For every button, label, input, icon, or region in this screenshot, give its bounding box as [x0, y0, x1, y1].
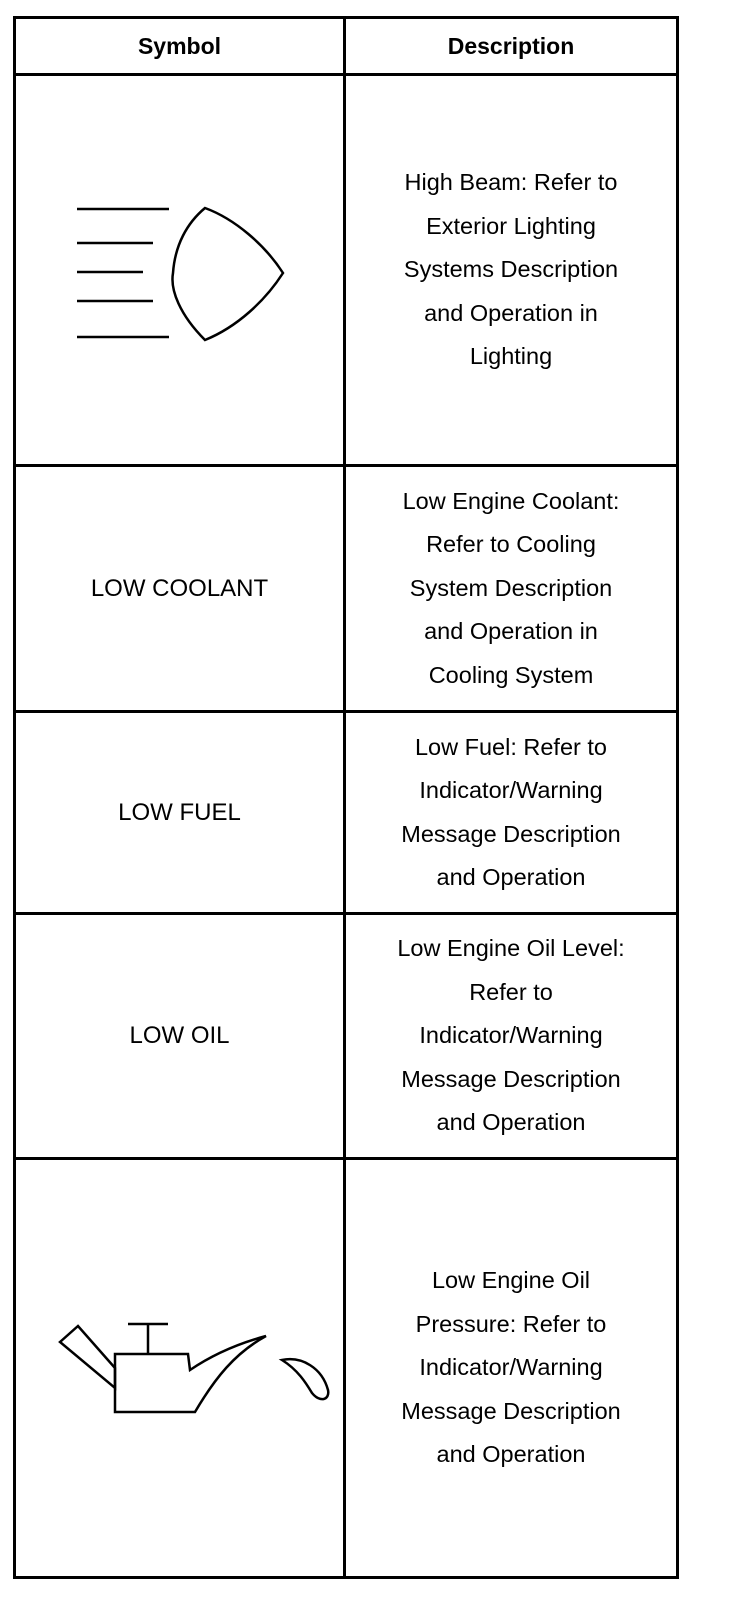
- header-description: Description: [447, 32, 575, 59]
- table-row-symbol: [16, 1160, 343, 1576]
- table-row-description: Low Fuel: Refer to Indicator/Warning Message Description and Operation: [401, 733, 621, 890]
- oil-can-icon: [30, 1308, 330, 1428]
- table-row-symbol: [16, 76, 343, 464]
- table-row-description: Low Engine Oil Pressure: Refer to Indicator/Warning Message Description and Operation: [401, 1267, 621, 1468]
- table-row-symbol: LOW COOLANT: [90, 574, 269, 602]
- table-row-description: Low Engine Oil Level: Refer to Indicator/Warning Message Description and Operation: [397, 935, 625, 1136]
- table-row-description: High Beam: Refer to Exterior Lighting Systems Description and Operation in Lighting: [403, 169, 619, 370]
- header-symbol: Symbol: [137, 32, 222, 59]
- table-border-right: [676, 16, 679, 1579]
- symbol-description-table: [13, 16, 679, 1579]
- table-row-symbol: LOW FUEL: [118, 798, 241, 826]
- high-beam-icon: [65, 195, 295, 345]
- table-row-description: Low Engine Coolant: Refer to Cooling System Description and Operation in Cooling System: [402, 487, 620, 688]
- table-border-bottom: [13, 1576, 679, 1579]
- table-row-symbol: LOW OIL: [129, 1022, 230, 1049]
